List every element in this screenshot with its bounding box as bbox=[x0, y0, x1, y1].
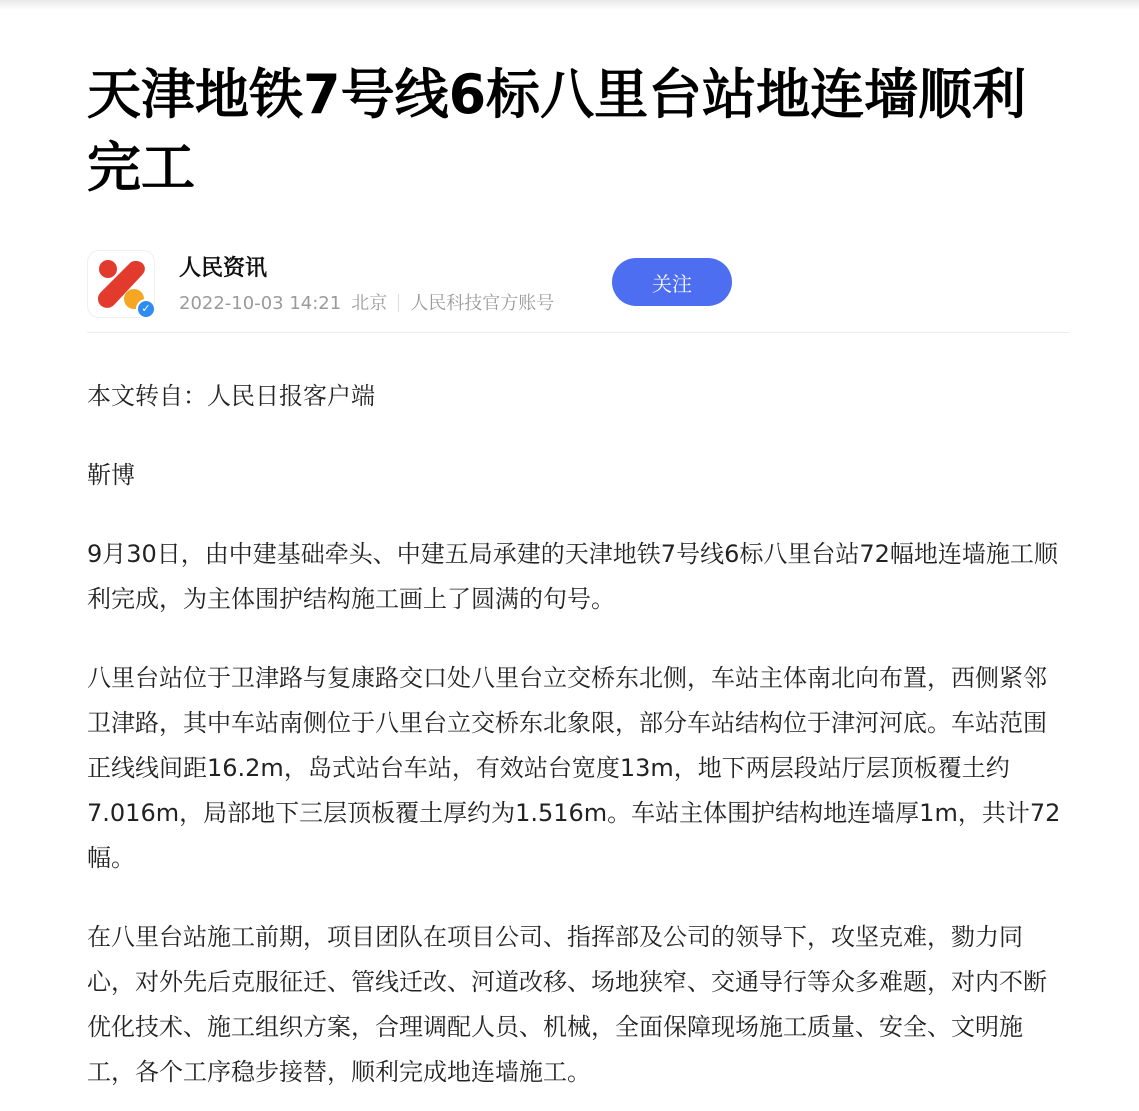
verified-check-icon: ✓ bbox=[136, 299, 156, 319]
meta-divider bbox=[398, 294, 399, 312]
author-meta bbox=[179, 291, 554, 317]
article bbox=[87, 58, 1069, 1111]
article-content bbox=[87, 374, 1069, 1095]
follow-button[interactable]: 关注 bbox=[612, 258, 732, 306]
author-name[interactable]: 人民资讯 bbox=[179, 256, 268, 281]
paragraph: 本文转自：人民日报客户端 bbox=[87, 382, 375, 410]
paragraph: 八里台站位于卫津路与复康路交口处八里台立交桥东北侧，车站主体南北向布置，西侧紧邻卫津路，其中车站南侧位于八里台立交桥东北象限，部分车站结构位于津河河底。车站范围正线线间距16.2m，岛式站台车站，有效站台宽度13m，地下两层段站厅层顶板覆土约7.016m，局部地下三层顶板覆土厚约为1.516m。车站主体围护结构地连墙厚1m，共计72幅。 bbox=[87, 664, 1061, 872]
author-bar bbox=[87, 250, 1069, 333]
author-description: 人民科技官方账号 bbox=[410, 293, 555, 314]
article-title: 天津地铁7号线6标八里台站地连墙顺利完工 bbox=[87, 63, 1027, 199]
publish-date: 2022-10-03 14:21 bbox=[179, 293, 342, 314]
publish-location: 北京 bbox=[351, 293, 388, 314]
top-shadow bbox=[0, 0, 1139, 10]
avatar[interactable] bbox=[87, 250, 155, 318]
paragraph: 9月30日，由中建基础牵头、中建五局承建的天津地铁7号线6标八里台站72幅地连墙施工顺利完成，为主体围护结构施工画上了圆满的句号。 bbox=[87, 540, 1058, 613]
paragraph: 靳博 bbox=[87, 461, 135, 489]
paragraph: 在八里台站施工前期，项目团队在项目公司、指挥部及公司的领导下，攻坚克难，勠力同心，对外先后克服征迁、管线迁改、河道改移、场地狭窄、交通导行等众多难题，对内不断优化技术、施工组织方案，合理调配人员、机械，全面保障现场施工质量、安全、文明施工，各个工序稳步接替，顺利完成地连墙施工。 bbox=[87, 923, 1047, 1086]
